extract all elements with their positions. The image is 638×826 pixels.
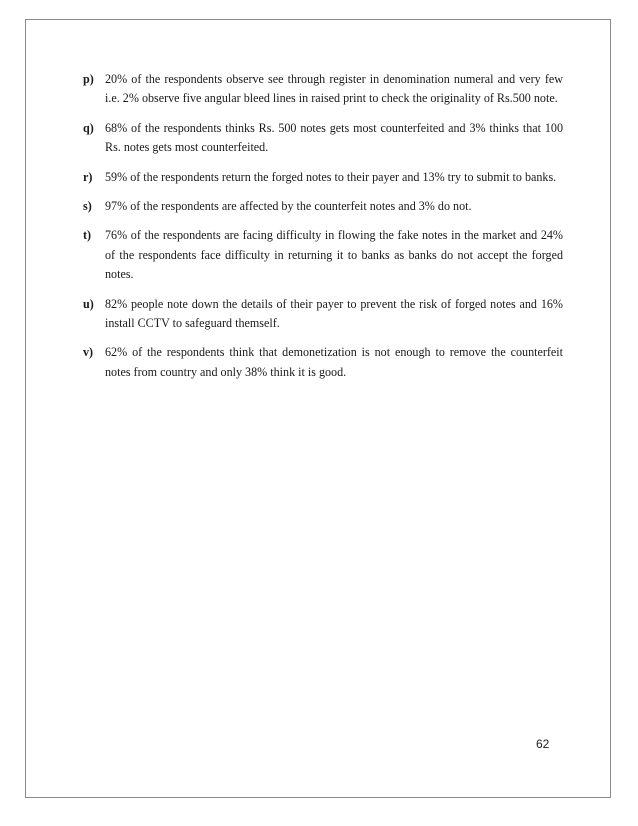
finding-marker: p) [83, 72, 94, 86]
finding-s [83, 197, 563, 216]
finding-text: 68% of the respondents thinks Rs. 500 notes gets most counterfeited and 3% thinks that 100 Rs. notes gets most counterfeited. [105, 120, 563, 155]
finding-marker: u) [83, 296, 94, 311]
finding-marker: s) [83, 199, 92, 214]
finding-r [83, 168, 563, 187]
finding-text: 62% of the respondents think that demonetization is not enough to remove the counterfeit notes from country and only 38% think it is good. [105, 345, 563, 379]
finding-text: 97% of the respondents are affected by the counterfeit notes and 3% do not. [105, 199, 472, 214]
finding-p [83, 70, 563, 109]
finding-v [83, 343, 563, 382]
finding-text: 59% of the respondents return the forged notes to their payer and 13% try to submit to banks. [105, 169, 557, 184]
finding-text: 82% people note down the details of their payer to prevent the risk of forged notes and 16% install CCTV to safeguard themself. [105, 296, 563, 331]
findings-list [83, 70, 563, 392]
finding-text: 20% of the respondents observe see through register in denomination numeral and very few i.e. 2% observe five angular bleed lines in raised print to check the originality of Rs.500 note. [105, 72, 563, 106]
finding-t [83, 226, 563, 284]
finding-q [83, 119, 563, 158]
finding-marker: q) [83, 120, 94, 135]
page-number: 62 [536, 737, 550, 751]
finding-marker: v) [83, 345, 94, 360]
finding-text: 76% of the respondents are facing difficulty in flowing the fake notes in the market and 24% of the respondents face difficulty in returning it to banks as banks do not accept the forged notes. [105, 228, 563, 282]
finding-marker: r) [83, 169, 93, 184]
finding-marker: t) [83, 228, 92, 243]
finding-u [83, 295, 563, 334]
